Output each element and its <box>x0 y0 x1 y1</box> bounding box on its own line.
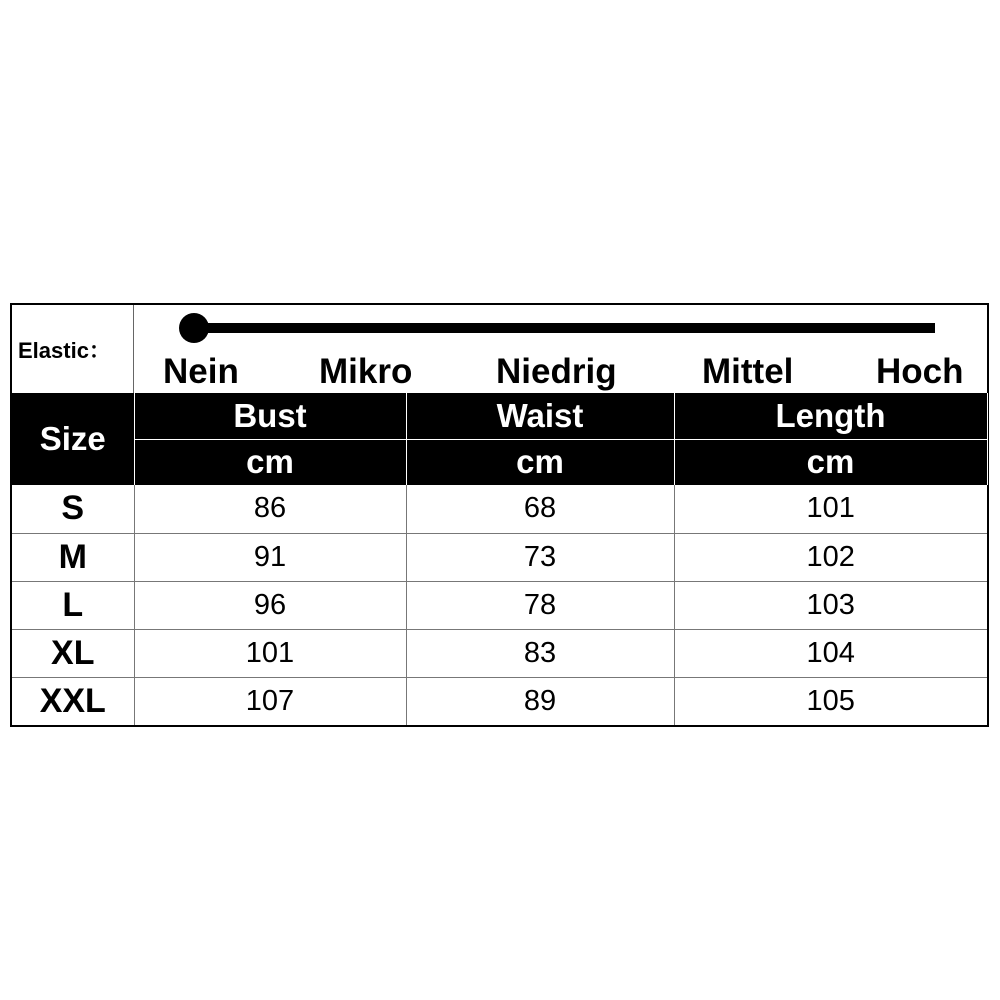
length-cell: 102 <box>674 533 987 581</box>
bust-cell: 86 <box>134 485 406 533</box>
unit-row <box>12 439 987 485</box>
size-header: Size <box>12 393 134 485</box>
waist-cell: 83 <box>406 629 674 677</box>
header-row <box>12 393 987 439</box>
elastic-level-mittel: Mittel <box>702 352 794 391</box>
waist-cell: 89 <box>406 677 674 725</box>
column-unit-bust: cm <box>134 439 406 485</box>
bust-cell: 91 <box>134 533 406 581</box>
column-header-bust: Bust <box>134 393 406 439</box>
column-header-waist: Waist <box>406 393 674 439</box>
table-row <box>12 629 987 677</box>
column-unit-length: cm <box>674 439 987 485</box>
size-cell: S <box>12 485 134 533</box>
length-cell: 104 <box>674 629 987 677</box>
size-cell: M <box>12 533 134 581</box>
elastic-selected-marker <box>179 313 209 343</box>
length-cell: 105 <box>674 677 987 725</box>
elastic-level-niedrig: Niedrig <box>496 352 617 391</box>
size-cell: XXL <box>12 677 134 725</box>
elastic-level-hoch: Hoch <box>876 352 964 391</box>
size-table <box>12 393 988 725</box>
elastic-row <box>12 305 987 394</box>
table-row <box>12 485 987 533</box>
column-header-length: Length <box>674 393 987 439</box>
size-chart <box>10 303 989 727</box>
bust-cell: 96 <box>134 581 406 629</box>
table-row <box>12 533 987 581</box>
elastic-scale-line <box>196 323 935 333</box>
elastic-level-mikro: Mikro <box>319 352 413 391</box>
size-cell: XL <box>12 629 134 677</box>
elastic-label: Elastic： <box>12 305 134 393</box>
length-cell: 103 <box>674 581 987 629</box>
table-row <box>12 677 987 725</box>
column-unit-waist: cm <box>406 439 674 485</box>
bust-cell: 107 <box>134 677 406 725</box>
bust-cell: 101 <box>134 629 406 677</box>
elastic-level-nein: Nein <box>163 352 239 391</box>
length-cell: 101 <box>674 485 987 533</box>
waist-cell: 68 <box>406 485 674 533</box>
elastic-scale <box>134 305 987 393</box>
waist-cell: 78 <box>406 581 674 629</box>
waist-cell: 73 <box>406 533 674 581</box>
size-cell: L <box>12 581 134 629</box>
table-row <box>12 581 987 629</box>
